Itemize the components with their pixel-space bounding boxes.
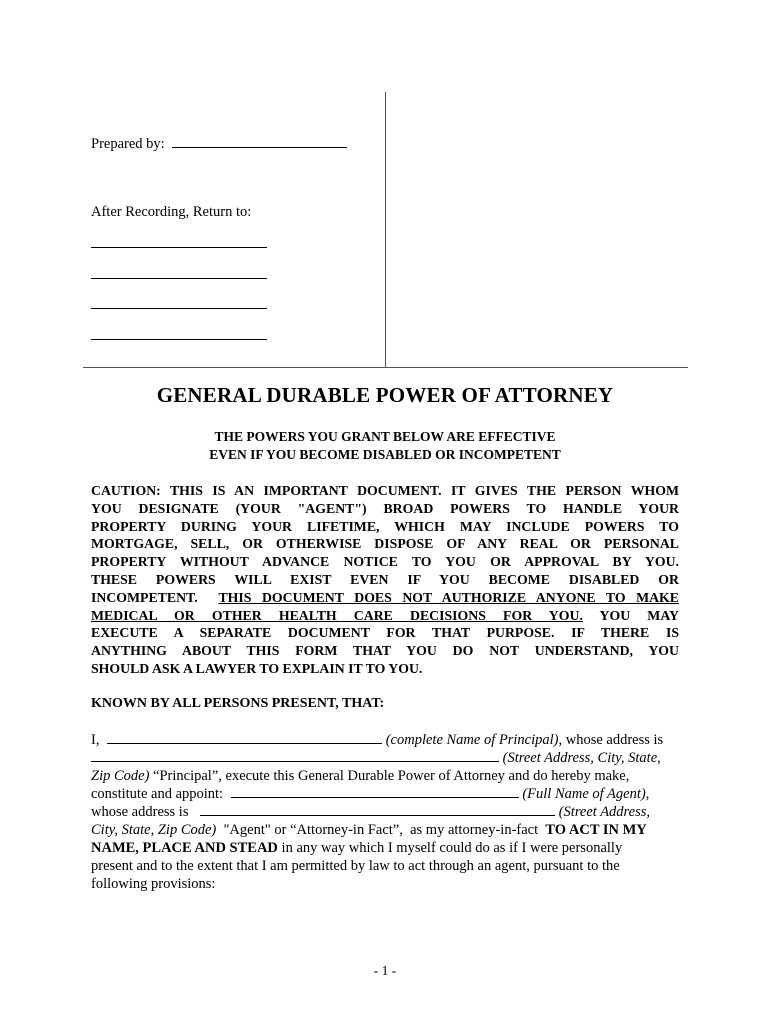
caution-line: YOU DESIGNATE (YOUR "AGENT") BROAD POWERS TO HANDLE YOUR [91, 500, 679, 516]
return-to-blank-1[interactable] [91, 247, 267, 248]
zip-code-hint: Zip Code) [91, 768, 150, 784]
principal-name-blank[interactable] [107, 742, 382, 744]
agent-terms-text: "Agent" or “Attorney-in Fact”, as my attorney-in-fact [216, 822, 546, 838]
page-number: - 1 - [373, 963, 397, 978]
agent-whose-address-text: whose address is [91, 804, 189, 820]
personally-text: in any way which I myself could do as if I were personally [277, 840, 623, 856]
body-line-1 [91, 732, 679, 750]
agent-name-hint: (Full Name of Agent) [522, 786, 646, 802]
to-act-text: TO ACT IN MY [545, 822, 647, 838]
principal-name-hint: (complete Name of Principal) [385, 732, 559, 748]
caution-line: MORTGAGE, SELL, OR OTHERWISE DISPOSE OF ANY REAL OR PERSONAL [91, 536, 679, 552]
body-line-2 [91, 750, 679, 768]
agent-comma: , [645, 786, 650, 802]
prepared-by-label: Prepared by: [91, 136, 165, 152]
caution-incompetent: INCOMPETENT. [91, 589, 198, 605]
principal-address-blank[interactable] [91, 760, 499, 762]
return-to-blank-2[interactable] [91, 278, 267, 279]
body-line-6 [91, 822, 679, 840]
principal-address-hint: (Street Address, City, State, [502, 750, 661, 766]
caution-you-may: YOU MAY [599, 607, 679, 623]
body-line-4 [91, 786, 679, 804]
return-to-blank-3[interactable] [91, 308, 267, 309]
subtitle-line-2: EVEN IF YOU BECOME DISABLED OR INCOMPETENT [209, 447, 561, 462]
agent-address-hint: (Street Address, [558, 804, 651, 820]
caution-line: ANYTHING ABOUT THIS FORM THAT YOU DO NOT UNDERSTAND, YOU [91, 643, 679, 659]
body-line-5 [91, 804, 679, 822]
prepared-by-row [91, 135, 347, 153]
return-to-label: After Recording, Return to: [91, 204, 252, 220]
caution-line: CAUTION: THIS IS AN IMPORTANT DOCUMENT. IT GIVES THE PERSON WHOM [91, 483, 679, 498]
whose-address-text: , whose address is [558, 732, 664, 748]
name-place-stead-text: NAME, PLACE AND STEAD [91, 840, 278, 856]
body-line-7 [91, 840, 679, 858]
caution-line [91, 589, 679, 607]
caution-no-medical-authority: THIS DOCUMENT DOES NOT AUTHORIZE ANYONE TO MAKE [218, 589, 679, 605]
caution-line: SHOULD ASK A LAWYER TO EXPLAIN IT TO YOU. [91, 660, 423, 676]
recording-divider-vertical [385, 92, 386, 367]
caution-medical-decisions: MEDICAL OR OTHER HEALTH CARE DECISIONS FOR YOU. [91, 607, 583, 623]
subtitle-line-1: THE POWERS YOU GRANT BELOW ARE EFFECTIVE [214, 429, 556, 444]
return-to-blank-4[interactable] [91, 339, 267, 340]
caution-line: PROPERTY WITHOUT ADVANCE NOTICE TO YOU OR APPROVAL BY YOU. [91, 554, 679, 570]
body-line-3 [91, 768, 679, 786]
recording-divider-horizontal [83, 367, 688, 368]
agent-name-blank[interactable] [231, 796, 519, 798]
agent-city-hint: City, State, Zip Code) [91, 822, 217, 838]
caution-paragraph [91, 482, 679, 678]
agent-address-blank[interactable] [200, 814, 555, 816]
document-title: GENERAL DURABLE POWER OF ATTORNEY [156, 383, 614, 407]
constitute-appoint-text: constitute and appoint: [91, 786, 224, 802]
known-by-all-heading: KNOWN BY ALL PERSONS PRESENT, THAT: [91, 696, 385, 711]
principal-execute-text: “Principal”, execute this General Durable Power of Attorney and do hereby make, [149, 768, 630, 784]
caution-line: PROPERTY DURING YOUR LIFETIME, WHICH MAY INCLUDE POWERS TO [91, 518, 679, 534]
body-i: I, [91, 732, 100, 748]
body-line-8: present and to the extent that I am permitted by law to act through an agent, pursuant to the [91, 858, 620, 874]
prepared-by-blank[interactable] [172, 146, 347, 148]
body-line-9: following provisions: [91, 876, 216, 892]
caution-line: THESE POWERS WILL EXIST EVEN IF YOU BECOME DISABLED OR [91, 571, 679, 587]
caution-line: EXECUTE A SEPARATE DOCUMENT FOR THAT PURPOSE. IF THERE IS [91, 625, 679, 641]
caution-line [91, 607, 679, 625]
